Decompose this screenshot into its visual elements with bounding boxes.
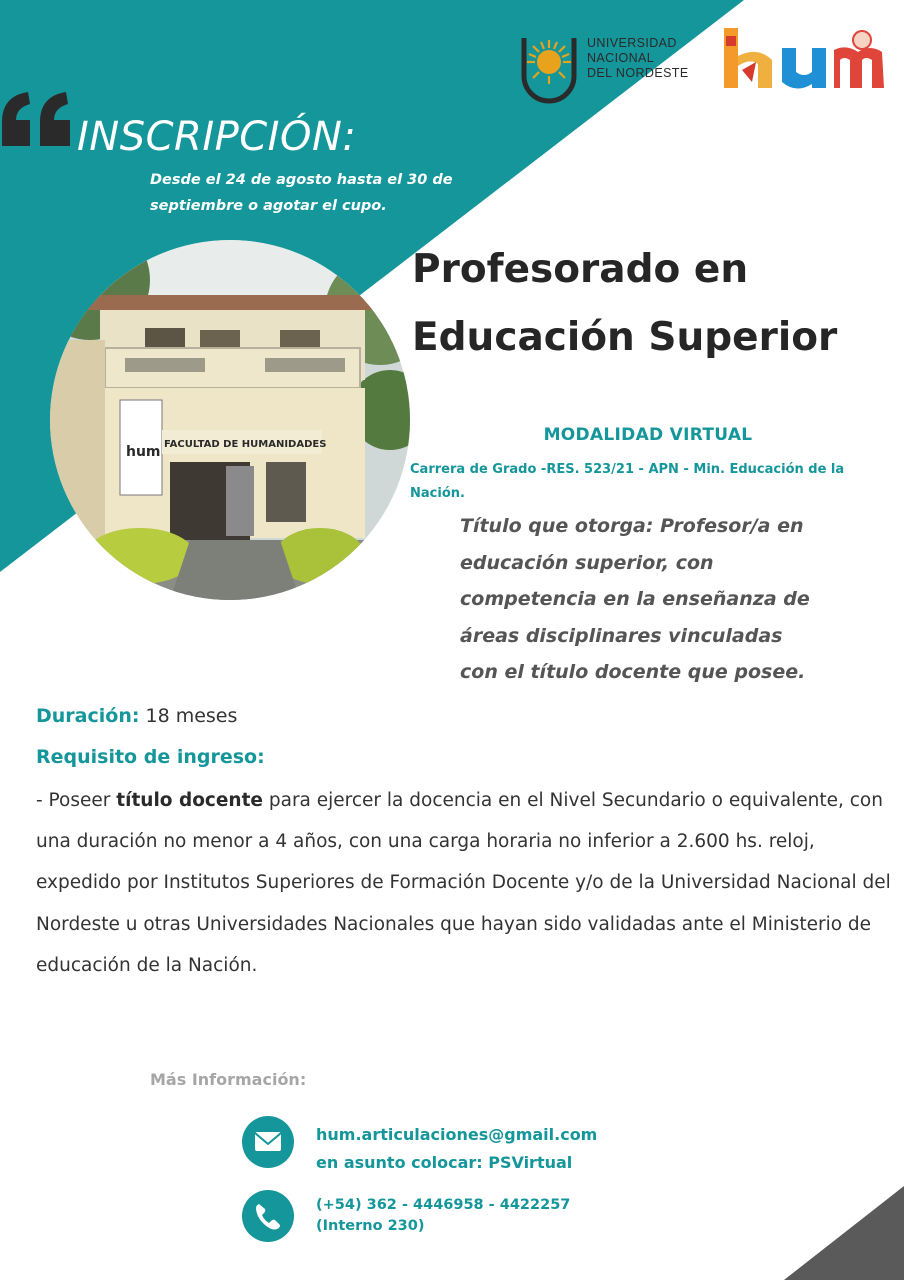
titulo-line: con el título docente que posee. bbox=[460, 661, 806, 683]
requisito-body bbox=[36, 780, 896, 986]
requisito-label: Requisito de ingreso: bbox=[36, 746, 265, 768]
photo-sign-text: FACULTAD DE HUMANIDADES bbox=[164, 439, 327, 450]
requisito-text: para ejercer la docencia en el Nivel Secundario o equivalente, con una duración no menor a 4 años, con una carga horaria no inferior a 2.600 hs. reloj, expedido por Institutos Superiores de Formación Docente y/o de la Universidad Nacional del Nordeste u otras Universidades Nacionales que hayan sido validadas ante el Ministerio de educación de la Nación. bbox=[36, 790, 891, 976]
titulo-line: áreas disciplinares vinculadas bbox=[460, 624, 783, 647]
unne-line: NACIONAL bbox=[587, 51, 655, 65]
unne-wordmark bbox=[587, 36, 689, 81]
program-title bbox=[412, 236, 902, 372]
email-address[interactable]: hum.articulaciones@gmail.com bbox=[316, 1125, 598, 1144]
requisito-bold: título docente bbox=[116, 790, 263, 811]
inscripcion-title: INSCRIPCIÓN: bbox=[77, 114, 357, 160]
faculty-building-photo bbox=[50, 240, 410, 600]
titulo-otorga bbox=[460, 508, 890, 691]
building-illustration bbox=[50, 240, 410, 600]
program-title-line: Profesorado en bbox=[412, 247, 749, 292]
duracion-label: Duración: bbox=[36, 705, 140, 727]
unne-logo bbox=[520, 32, 705, 108]
phone-icon bbox=[242, 1190, 294, 1242]
carrera-line: Carrera de Grado -RES. 523/21 - APN - Min. Educación de la bbox=[410, 462, 845, 477]
titulo-line: educación superior, con bbox=[460, 551, 714, 574]
titulo-line: competencia en la enseñanza de bbox=[460, 588, 810, 610]
envelope-icon bbox=[242, 1116, 294, 1168]
email-block bbox=[316, 1121, 597, 1177]
inscripcion-dates bbox=[150, 167, 500, 219]
mas-informacion-heading: Más Información: bbox=[150, 1070, 307, 1089]
photo-plaque-text: hum bbox=[126, 444, 161, 460]
sun-u-icon bbox=[520, 36, 578, 106]
email-note: en asunto colocar: PSVirtual bbox=[316, 1153, 573, 1172]
modalidad-label: MODALIDAD VIRTUAL bbox=[543, 425, 753, 445]
titulo-line: Título que otorga: Profesor/a en bbox=[460, 515, 804, 537]
phone-number[interactable]: (+54) 362 - 4446958 - 4422257 bbox=[316, 1197, 571, 1213]
duracion bbox=[36, 702, 237, 730]
inscripcion-dates-line: Desde el 24 de agosto hasta el 30 de bbox=[150, 172, 453, 188]
unne-line: UNIVERSIDAD bbox=[587, 36, 677, 50]
duracion-value: 18 meses bbox=[139, 705, 238, 727]
hum-logo-image bbox=[722, 26, 888, 92]
inscripcion-dates-line: septiembre o agotar el cupo. bbox=[150, 198, 387, 214]
corner-triangle bbox=[784, 1186, 904, 1280]
quote-icon bbox=[0, 88, 74, 148]
carrera-line: Nación. bbox=[410, 486, 465, 501]
requisito-heading bbox=[36, 743, 265, 771]
unne-line: DEL NORDESTE bbox=[587, 66, 689, 80]
program-title-line: Educación Superior bbox=[412, 315, 838, 360]
phone-note: (Interno 230) bbox=[316, 1218, 425, 1234]
hum-logo bbox=[722, 26, 888, 92]
requisito-prefix: - Poseer bbox=[36, 790, 117, 811]
carrera-resolution bbox=[410, 458, 895, 506]
phone-block bbox=[316, 1195, 570, 1237]
